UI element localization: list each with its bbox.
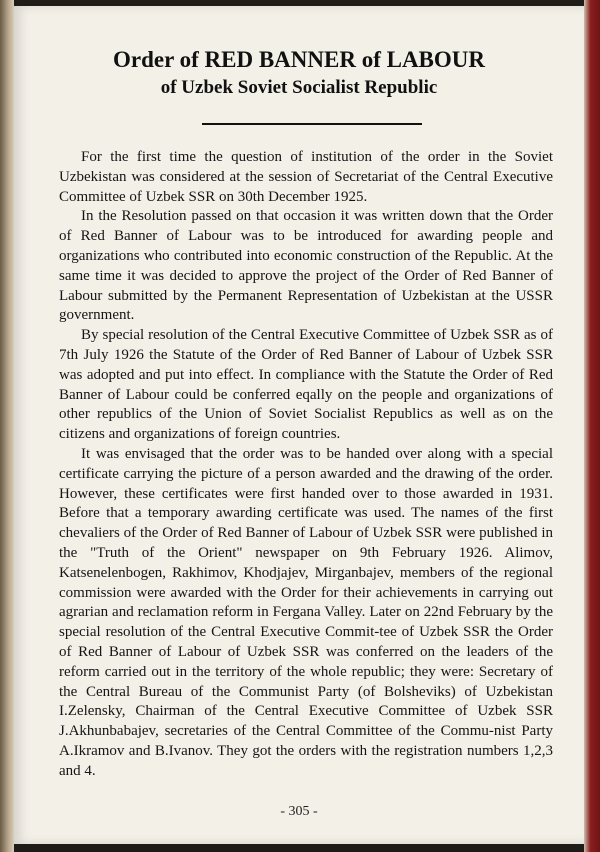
title-divider bbox=[202, 123, 422, 125]
body-text bbox=[59, 148, 553, 782]
paragraph-3: By special resolution of the Central Executive Committee of Uzbek SSR as of 7th July 1926 the Statute of the Order of Red Banner of Labour of Uzbek SSR was adopted and put into effect. In compliance with the Statute the Order of Red Banner of Labour could be conferred eqally on the people and organizations of other republics of the Union of Soviet Socialist Republics as well as on the citizens and organizations of foreign countries. bbox=[59, 327, 553, 443]
paragraph-1: For the first time the question of institution of the order in the Soviet Uzbekistan was considered at the session of Secretariat of the Central Executive Committee of Uzbek SSR on 30th December 1925. bbox=[59, 149, 553, 205]
title-line-2: of Uzbek Soviet Socialist Republic bbox=[160, 77, 438, 98]
book-edge bbox=[584, 0, 600, 852]
page-number: - 305 - bbox=[280, 804, 318, 819]
title-line-1: Order of RED BANNER of LABOUR bbox=[112, 47, 486, 72]
paragraph-4: It was envisaged that the order was to be handed over along with a special certificate carrying the picture of a person awarded and the drawing of the order. However, these certificates were first handed over to those awarded in 1931. Before that a temporary awarding certificate was used. The names of the first chevaliers of the Order of Red Banner of Labour of Uzbek SSR were published in the "Truth of the Orient" newspaper on 9th February 1926. Alimov, Katsenelenbogen, Rakhimov, Khodjajev, Mirganbajev, members of the regional commission were awarded with the Order for their achievements in carrying out agrarian and reclamation reform in Fergana Valley. Later on 22nd February by the special resolution of the Central Executive Commit-tee of Uzbek SSR the Order of Red Banner of Labour of Uzbek SSR was conferred on the leaders of the reform carried out in the territory of the whole republic; they were: Secretary of the Central Bureau of the Communist Party (of Bolsheviks) of Uzbekistan I.Zelensky, Chairman of the Central Executive Committee of Uzbek SSR J.Akhunbabajev, secretaries of the Central Committee of the Commu-nist Party A.Ikramov and B.Ivanov. They got the orders with the registration numbers 1,2,3 and 4. bbox=[59, 445, 553, 779]
page bbox=[14, 6, 584, 844]
book-spine bbox=[0, 0, 14, 852]
paragraph-2: In the Resolution passed on that occasion it was written down that the Order of Red Banner of Labour was to be introduced for awarding people and organizations who contributed into economic construction of the Republic. At the same time it was decided to approve the project of the Order of Red Banner of Labour submitted by the Permanent Representation of Uzbekistan at the USSR government. bbox=[59, 208, 553, 324]
page-title bbox=[14, 46, 584, 100]
